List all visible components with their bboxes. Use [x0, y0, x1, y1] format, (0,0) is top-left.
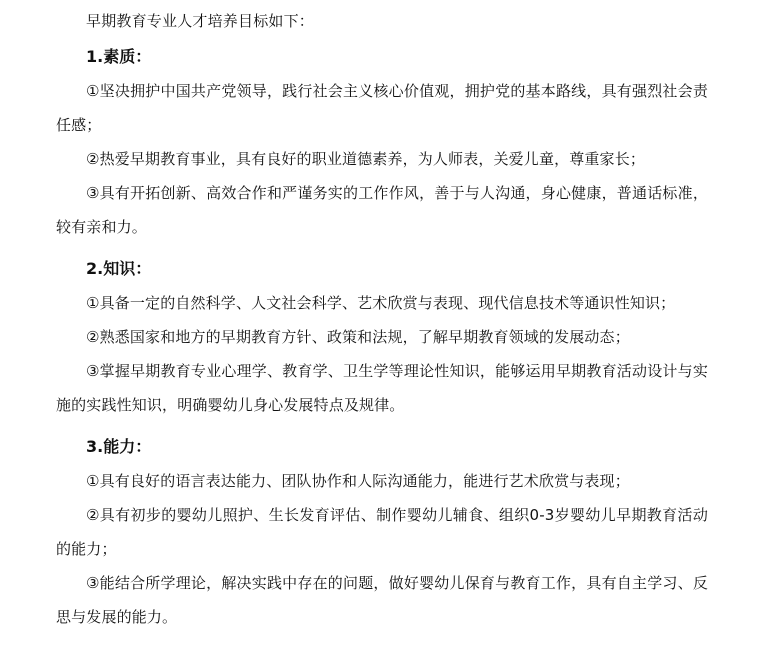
- list-item: ②热爱早期教育事业，具有良好的职业道德素养，为人师表，关爱儿童，尊重家长；: [86, 150, 646, 168]
- section-ability: [56, 436, 708, 634]
- list-item: ①具有良好的语言表达能力、团队协作和人际沟通能力，能进行艺术欣赏与表现；: [86, 472, 630, 490]
- document-body: [56, 10, 708, 634]
- list-item: ③掌握早期教育专业心理学、教育学、卫生学等理论性知识，能够运用早期教育活动设计与实施的实践性知识，明确婴幼儿身心发展特点及规律。: [56, 362, 708, 414]
- list-item: ③能结合所学理论，解决实践中存在的问题，做好婴幼儿保育与教育工作，具有自主学习、反思与发展的能力。: [56, 574, 708, 626]
- list-item: ③具有开拓创新、高效合作和严谨务实的工作作风，善于与人沟通，身心健康，普通话标准，较有亲和力。: [56, 184, 708, 236]
- section-heading: 3.能力：: [86, 437, 152, 456]
- intro-text: 早期教育专业人才培养目标如下：: [86, 12, 315, 30]
- section-knowledge: [56, 258, 708, 422]
- list-item: ②熟悉国家和地方的早期教育方针、政策和法规，了解早期教育领域的发展动态；: [86, 328, 630, 346]
- list-item: ①坚决拥护中国共产党领导，践行社会主义核心价值观，拥护党的基本路线，具有强烈社会责任感；: [56, 82, 708, 134]
- section-quality: [56, 46, 708, 244]
- section-heading: 2.知识：: [86, 259, 152, 278]
- list-item: ①具备一定的自然科学、人文社会科学、艺术欣赏与表现、现代信息技术等通识性知识；: [86, 294, 676, 312]
- section-heading: 1.素质：: [86, 47, 152, 66]
- list-item: ②具有初步的婴幼儿照护、生长发育评估、制作婴幼儿辅食、组织0-3岁婴幼儿早期教育活动的能力；: [56, 506, 708, 558]
